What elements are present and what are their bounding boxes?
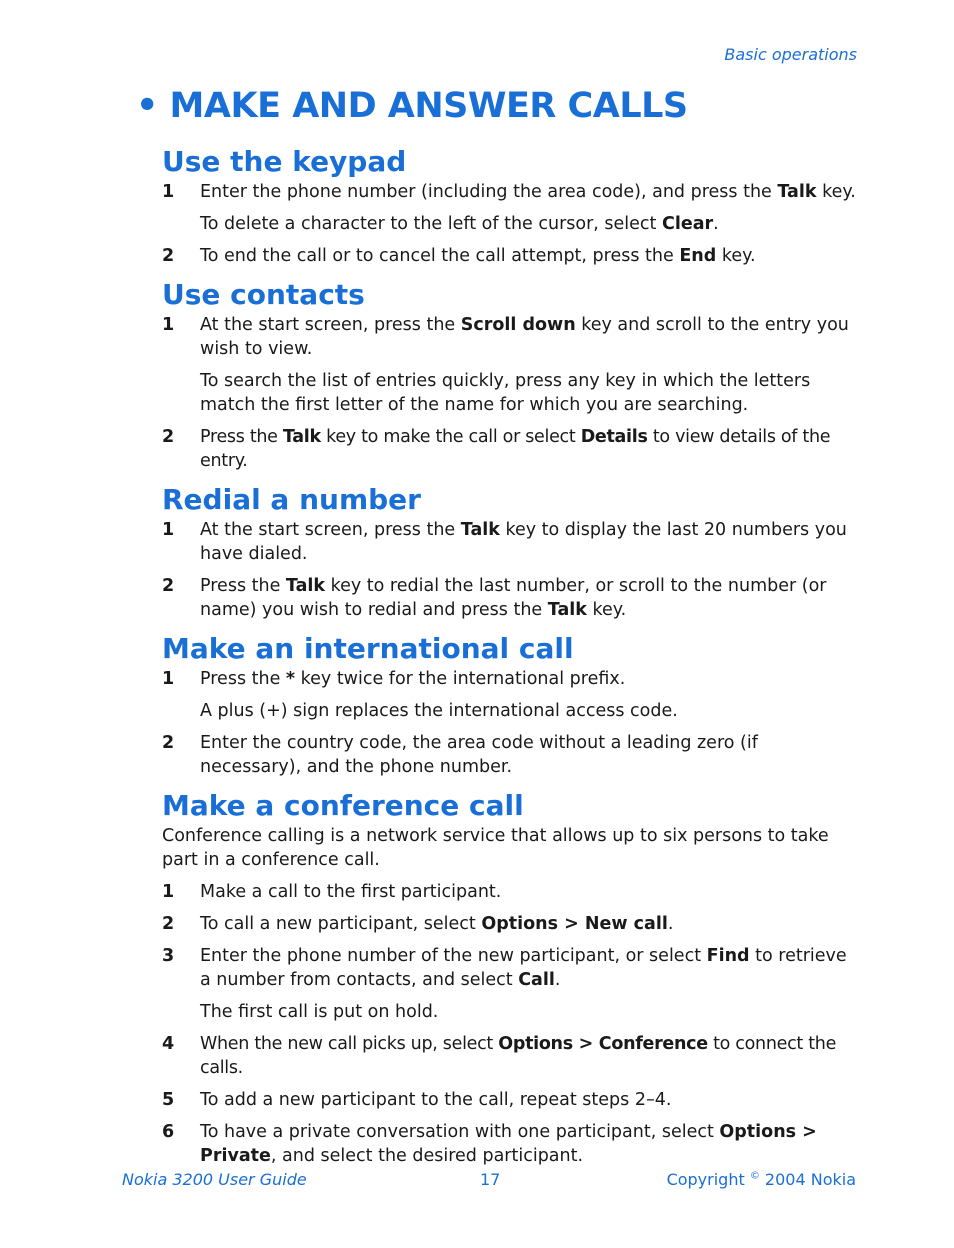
- running-header: Basic operations: [724, 45, 857, 64]
- step-number: 1: [162, 182, 175, 202]
- contacts-step-2: 2 Press the Talk key to make the call or select Details to view details of the entry.: [162, 427, 831, 471]
- footer-copyright: Copyright © 2004 Nokia: [666, 1170, 856, 1189]
- heading-conference-call: Make a conference call: [162, 789, 524, 822]
- conference-step-2: 2 To call a new participant, select Options > New call.: [162, 914, 674, 934]
- conference-step-6: 6 To have a private conversation with one participant, select Options > Private, and select the desired participant.: [162, 1122, 817, 1166]
- conference-step-5: 5 To add a new participant to the call, repeat steps 2–4.: [162, 1090, 672, 1110]
- keypad-step-1: 1 Enter the phone number (including the area code), and press the Talk key.: [162, 182, 856, 202]
- step-number: 1: [162, 520, 175, 540]
- keypad-step-2: 2 To end the call or to cancel the call attempt, press the End key.: [162, 246, 756, 266]
- international-step-2: 2 Enter the country code, the area code without a leading zero (if necessary), and the phone number.: [162, 733, 758, 777]
- heading-use-keypad: Use the keypad: [162, 145, 407, 178]
- step-number: 6: [162, 1122, 175, 1142]
- contacts-step-1: 1 At the start screen, press the Scroll down key and scroll to the entry you wish to view.: [162, 315, 849, 359]
- redial-step-2: 2 Press the Talk key to redial the last number, or scroll to the number (or name) you wish to redial and press the Talk key.: [162, 576, 827, 620]
- page-content: [162, 144, 862, 1168]
- step-number: 2: [162, 246, 175, 266]
- conference-step-3-note: The first call is put on hold.: [200, 1002, 439, 1022]
- heading-redial: Redial a number: [162, 483, 421, 516]
- step-number: 2: [162, 914, 175, 934]
- conference-step-3: 3 Enter the phone number of the new participant, or select Find to retrieve a number from contacts, and select Call.: [162, 946, 847, 990]
- international-step-1: 1 Press the * key twice for the international prefix.: [162, 669, 626, 689]
- page-number: 17: [480, 1170, 501, 1189]
- international-step-1-note: A plus (+) sign replaces the international access code.: [200, 701, 678, 721]
- heading-international-call: Make an international call: [162, 632, 574, 665]
- step-number: 4: [162, 1034, 175, 1054]
- step-number: 2: [162, 576, 175, 596]
- conference-step-1: 1 Make a call to the first participant.: [162, 882, 502, 902]
- step-number: 5: [162, 1090, 175, 1110]
- step-number: 1: [162, 669, 175, 689]
- redial-step-1: 1 At the start screen, press the Talk key to display the last 20 numbers you have dialed.: [162, 520, 847, 564]
- footer-guide-title: Nokia 3200 User Guide: [122, 1170, 307, 1189]
- step-number: 2: [162, 733, 175, 753]
- step-number: 1: [162, 315, 175, 335]
- conference-intro: Conference calling is a network service that allows up to six persons to take part in a conference call.: [162, 826, 829, 870]
- keypad-step-1-note: To delete a character to the left of the cursor, select Clear.: [200, 214, 719, 234]
- page-title: • MAKE AND ANSWER CALLS: [136, 86, 688, 126]
- contacts-step-1-note: To search the list of entries quickly, press any key in which the letters match the first letter of the name for which you are searching.: [200, 371, 811, 415]
- step-number: 1: [162, 882, 175, 902]
- conference-step-4: 4 When the new call picks up, select Options > Conference to connect the calls.: [162, 1034, 837, 1078]
- step-number: 3: [162, 946, 175, 966]
- heading-use-contacts: Use contacts: [162, 278, 365, 311]
- step-number: 2: [162, 427, 175, 447]
